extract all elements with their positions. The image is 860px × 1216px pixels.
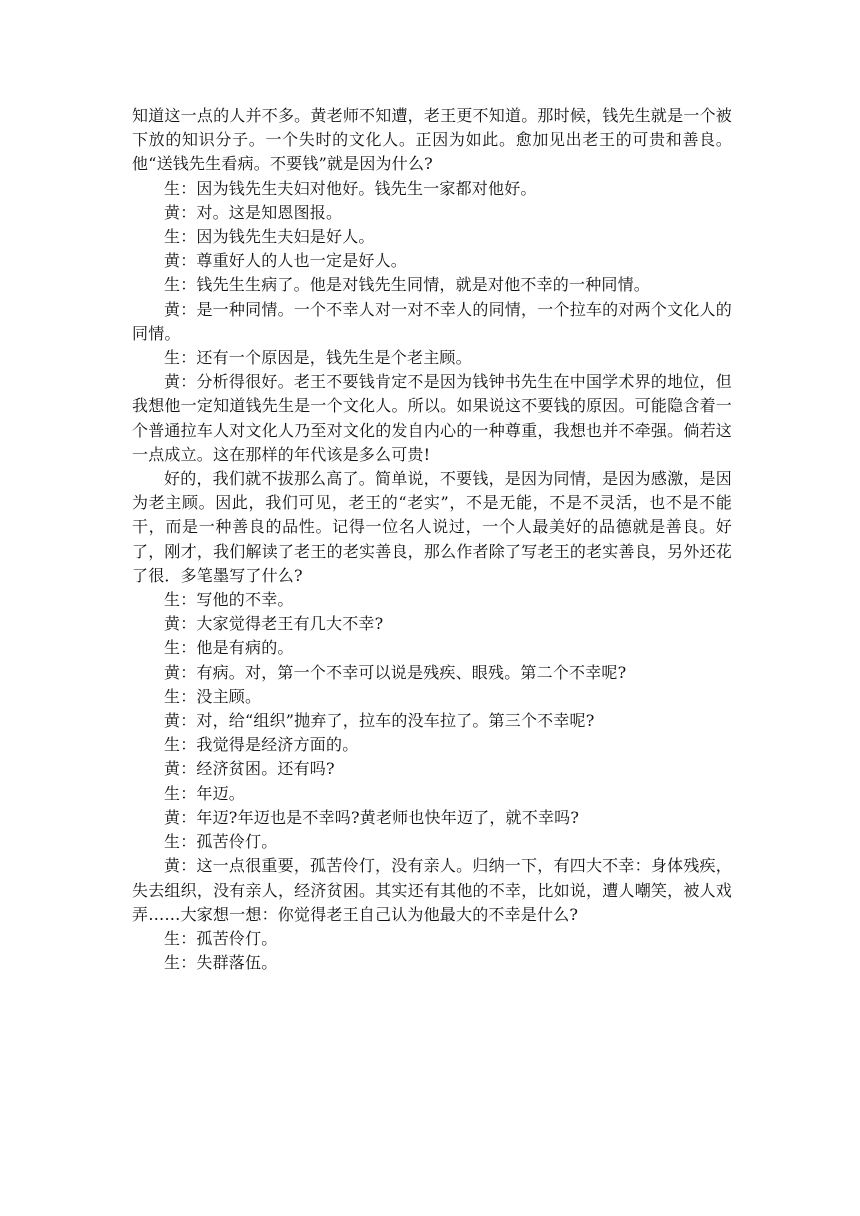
paragraph-18: 黄：经济贫困。还有吗? xyxy=(164,759,335,779)
paragraph-10: 好的，我们就不拔那么高了。简单说，不要钱，是因为同情，是因为感激，是因为老主顾。因此，我们可见，老王的“老实”，不是无能，不是不灵活，也不是不能干，而是一种善良的品性。记得一位名人说过，一个人最美好的品德就是善良。好了，刚才，我们解读了老王的老实善良，那么作者除了写老王的老实善良，另外还花了很．多笔墨写了什么? xyxy=(132,469,732,585)
paragraph-24: 生：失群落伍。 xyxy=(164,953,278,973)
paragraph-20: 黄：年迈?年迈也是不幸吗?黄老师也快年迈了，就不幸吗? xyxy=(164,807,580,827)
paragraph-5: 黄：尊重好人的人也一定是好人。 xyxy=(164,251,408,271)
paragraph-15: 生：没主顾。 xyxy=(164,686,262,706)
paragraph-23: 生：孤苦伶仃。 xyxy=(164,928,278,948)
paragraph-21: 生：孤苦伶仃。 xyxy=(164,832,278,852)
paragraph-11: 生：写他的不幸。 xyxy=(164,590,294,610)
paragraph-12: 黄：大家觉得老王有几大不幸? xyxy=(164,614,384,634)
paragraph-22: 黄：这一点很重要，孤苦伶仃，没有亲人。归纳一下，有四大不幸：身体残疾，失去组织，没有亲人，经济贫困。其实还有其他的不幸，比如说，遭人嘲笑，被人戏弄……大家想一想：你觉得老王自己认为他最大的不幸是什么? xyxy=(132,856,732,924)
paragraph-6: 生：钱先生生病了。他是对钱先生同情，就是对他不幸的一种同情。 xyxy=(164,275,651,295)
paragraph-3: 黄：对。这是知恩图报。 xyxy=(164,202,343,222)
paragraph-1: 知道这一点的人并不多。黄老师不知遭，老王更不知道。那时候，钱先生就是一个被下放的知识分子。一个失时的文化人。正因为如此。愈加见出老王的可贵和善良。他“送钱先生看病。不要钱”就是因为什么? xyxy=(132,106,732,174)
paragraph-2: 生：因为钱先生夫妇对他好。钱先生一家都对他好。 xyxy=(164,178,537,198)
document-body xyxy=(132,104,732,975)
paragraph-8: 生：还有一个原因是，钱先生是个老主顾。 xyxy=(164,348,472,368)
paragraph-19: 生：年迈。 xyxy=(164,783,246,803)
paragraph-4: 生：因为钱先生夫妇是好人。 xyxy=(164,227,375,247)
paragraph-17: 生：我觉得是经济方面的。 xyxy=(164,735,359,755)
paragraph-9: 黄：分析得很好。老王不要钱肯定不是因为钱钟书先生在中国学术界的地位，但我想他一定知道钱先生是一个文化人。所以。如果说这不要钱的原因。可能隐含着一个普通拉车人对文化人乃至对文化的发自内心的一种尊重，我想也并不牵强。倘若这一点成立。这在那样的年代该是多么可贵! xyxy=(132,372,732,464)
paragraph-16: 黄：对，给“组织”抛弃了，拉车的没车拉了。第三个不幸呢? xyxy=(164,711,595,731)
paragraph-7: 黄：是一种同情。一个不幸人对一对不幸人的同情，一个拉车的对两个文化人的同情。 xyxy=(132,299,732,343)
paragraph-14: 黄：有病。对，第一个不幸可以说是残疾、眼残。第二个不幸呢? xyxy=(164,662,627,682)
paragraph-13: 生：他是有病的。 xyxy=(164,638,294,658)
